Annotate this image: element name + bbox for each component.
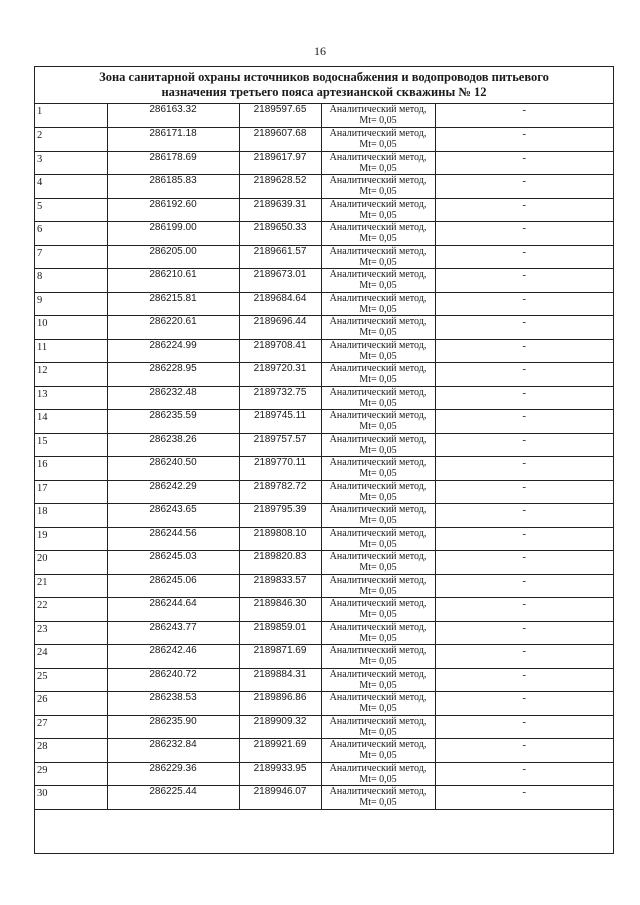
- page-number: 16: [314, 44, 326, 58]
- x-coordinate-cell: 286232.84: [107, 739, 239, 763]
- y-coordinate-cell: 2189757.57: [239, 433, 321, 457]
- point-number-cell: 22: [35, 598, 107, 622]
- method-accuracy: Mt= 0,05: [359, 209, 397, 221]
- x-coordinate-cell: 286244.64: [107, 598, 239, 622]
- method-cell: [321, 104, 435, 128]
- note-cell: -: [435, 715, 613, 739]
- note-cell: -: [435, 739, 613, 763]
- point-number-cell: 29: [35, 762, 107, 786]
- note-cell: -: [435, 175, 613, 199]
- note-cell: -: [435, 457, 613, 481]
- method-cell: [321, 574, 435, 598]
- x-coordinate-cell: 286235.59: [107, 410, 239, 434]
- y-coordinate-cell: 2189673.01: [239, 269, 321, 293]
- point-number-cell: 10: [35, 316, 107, 340]
- table-body: [35, 104, 613, 809]
- method-accuracy: Mt= 0,05: [359, 350, 397, 362]
- y-coordinate-cell: 2189708.41: [239, 339, 321, 363]
- method-name: Аналитический метод,: [329, 668, 427, 680]
- method-cell: [321, 292, 435, 316]
- method-accuracy: Mt= 0,05: [359, 444, 397, 456]
- y-coordinate-cell: 2189909.32: [239, 715, 321, 739]
- x-coordinate-cell: 286243.65: [107, 504, 239, 528]
- point-number-cell: 2: [35, 128, 107, 152]
- method-accuracy: Mt= 0,05: [359, 327, 397, 338]
- note-cell: -: [435, 504, 613, 528]
- method-name: Аналитический метод,: [329, 762, 427, 774]
- point-number-cell: 13: [35, 386, 107, 410]
- method-accuracy: Mt= 0,05: [359, 280, 397, 291]
- method-accuracy: Mt= 0,05: [359, 679, 397, 691]
- method-accuracy: Mt= 0,05: [359, 515, 397, 526]
- y-coordinate-cell: 2189770.11: [239, 457, 321, 481]
- y-coordinate-cell: 2189846.30: [239, 598, 321, 622]
- method-cell: [321, 551, 435, 575]
- y-coordinate-cell: 2189732.75: [239, 386, 321, 410]
- method-cell: [321, 245, 435, 269]
- table-row: [35, 574, 613, 598]
- method-cell: [321, 198, 435, 222]
- method-name: Аналитический метод,: [329, 175, 427, 186]
- method-accuracy: Mt= 0,05: [359, 538, 397, 550]
- method-cell: [321, 128, 435, 152]
- method-cell: [321, 269, 435, 293]
- note-cell: -: [435, 151, 613, 175]
- point-number-cell: 1: [35, 104, 107, 128]
- note-cell: -: [435, 480, 613, 504]
- note-cell: -: [435, 786, 613, 810]
- note-cell: -: [435, 104, 613, 128]
- method-name: Аналитический метод,: [329, 621, 427, 633]
- table-row: [35, 551, 613, 575]
- method-name: Аналитический метод,: [329, 527, 427, 539]
- method-accuracy: Mt= 0,05: [359, 491, 397, 503]
- method-name: Аналитический метод,: [329, 151, 427, 163]
- table-row: [35, 457, 613, 481]
- x-coordinate-cell: 286238.53: [107, 692, 239, 716]
- coordinates-grid: [35, 104, 613, 810]
- method-cell: [321, 621, 435, 645]
- table-row: [35, 739, 613, 763]
- y-coordinate-cell: 2189650.33: [239, 222, 321, 246]
- point-number-cell: 6: [35, 222, 107, 246]
- method-name: Аналитический метод,: [329, 433, 427, 445]
- method-accuracy: Mt= 0,05: [359, 303, 397, 315]
- y-coordinate-cell: 2189833.57: [239, 574, 321, 598]
- method-cell: [321, 151, 435, 175]
- x-coordinate-cell: 286199.00: [107, 222, 239, 246]
- table-row: [35, 504, 613, 528]
- method-name: Аналитический метод,: [329, 245, 427, 257]
- y-coordinate-cell: 2189696.44: [239, 316, 321, 340]
- method-name: Аналитический метод,: [329, 645, 427, 656]
- method-name: Аналитический метод,: [329, 339, 427, 351]
- method-cell: [321, 222, 435, 246]
- table-row: [35, 527, 613, 551]
- note-cell: -: [435, 668, 613, 692]
- y-coordinate-cell: 2189684.64: [239, 292, 321, 316]
- x-coordinate-cell: 286178.69: [107, 151, 239, 175]
- note-cell: -: [435, 551, 613, 575]
- x-coordinate-cell: 286185.83: [107, 175, 239, 199]
- note-cell: -: [435, 527, 613, 551]
- method-accuracy: Mt= 0,05: [359, 256, 397, 268]
- table-row: [35, 786, 613, 810]
- note-cell: -: [435, 598, 613, 622]
- y-coordinate-cell: 2189871.69: [239, 645, 321, 669]
- table-row: [35, 715, 613, 739]
- point-number-cell: 15: [35, 433, 107, 457]
- method-accuracy: Mt= 0,05: [359, 797, 397, 808]
- point-number-cell: 3: [35, 151, 107, 175]
- table-row: [35, 269, 613, 293]
- point-number-cell: 20: [35, 551, 107, 575]
- method-accuracy: Mt= 0,05: [359, 562, 397, 573]
- note-cell: -: [435, 339, 613, 363]
- table-row: [35, 104, 613, 128]
- point-number-cell: 25: [35, 668, 107, 692]
- table-row: [35, 175, 613, 199]
- method-name: Аналитический метод,: [329, 739, 427, 750]
- table-row: [35, 128, 613, 152]
- y-coordinate-cell: 2189896.86: [239, 692, 321, 716]
- y-coordinate-cell: 2189628.52: [239, 175, 321, 199]
- method-cell: [321, 386, 435, 410]
- y-coordinate-cell: 2189808.10: [239, 527, 321, 551]
- method-name: Аналитический метод,: [329, 504, 427, 515]
- note-cell: -: [435, 128, 613, 152]
- method-name: Аналитический метод,: [329, 128, 427, 139]
- table-row: [35, 433, 613, 457]
- method-accuracy: Mt= 0,05: [359, 397, 397, 409]
- method-cell: [321, 527, 435, 551]
- coordinates-table: [34, 66, 614, 854]
- point-number-cell: 16: [35, 457, 107, 481]
- method-cell: [321, 645, 435, 669]
- method-name: Аналитический метод,: [329, 269, 427, 280]
- y-coordinate-cell: 2189820.83: [239, 551, 321, 575]
- x-coordinate-cell: 286240.50: [107, 457, 239, 481]
- y-coordinate-cell: 2189639.31: [239, 198, 321, 222]
- x-coordinate-cell: 286244.56: [107, 527, 239, 551]
- method-name: Аналитический метод,: [329, 457, 427, 468]
- y-coordinate-cell: 2189946.07: [239, 786, 321, 810]
- table-row: [35, 386, 613, 410]
- table-title: Зона санитарной охраны источников водоснабжения и водопроводов питьевого назначения третьего пояса артезианской скважины № 12: [35, 67, 613, 104]
- note-cell: -: [435, 292, 613, 316]
- x-coordinate-cell: 286171.18: [107, 128, 239, 152]
- y-coordinate-cell: 2189720.31: [239, 363, 321, 387]
- note-cell: -: [435, 410, 613, 434]
- method-cell: [321, 480, 435, 504]
- method-name: Аналитический метод,: [329, 222, 427, 233]
- note-cell: -: [435, 198, 613, 222]
- method-accuracy: Mt= 0,05: [359, 233, 397, 244]
- table-row: [35, 198, 613, 222]
- note-cell: -: [435, 692, 613, 716]
- table-row: [35, 598, 613, 622]
- point-number-cell: 8: [35, 269, 107, 293]
- method-accuracy: Mt= 0,05: [359, 162, 397, 174]
- x-coordinate-cell: 286243.77: [107, 621, 239, 645]
- method-name: Аналитический метод,: [329, 574, 427, 586]
- x-coordinate-cell: 286229.36: [107, 762, 239, 786]
- note-cell: -: [435, 316, 613, 340]
- note-cell: -: [435, 762, 613, 786]
- y-coordinate-cell: 2189884.31: [239, 668, 321, 692]
- method-name: Аналитический метод,: [329, 386, 427, 398]
- x-coordinate-cell: 286224.99: [107, 339, 239, 363]
- method-accuracy: Mt= 0,05: [359, 421, 397, 432]
- method-name: Аналитический метод,: [329, 715, 427, 727]
- x-coordinate-cell: 286215.81: [107, 292, 239, 316]
- method-cell: [321, 504, 435, 528]
- method-accuracy: Mt= 0,05: [359, 468, 397, 479]
- table-row: [35, 292, 613, 316]
- note-cell: -: [435, 386, 613, 410]
- point-number-cell: 27: [35, 715, 107, 739]
- method-accuracy: Mt= 0,05: [359, 115, 397, 126]
- method-cell: [321, 316, 435, 340]
- table-row: [35, 339, 613, 363]
- table-row: [35, 363, 613, 387]
- method-name: Аналитический метод,: [329, 316, 427, 327]
- method-name: Аналитический метод,: [329, 480, 427, 492]
- y-coordinate-cell: 2189859.01: [239, 621, 321, 645]
- y-coordinate-cell: 2189782.72: [239, 480, 321, 504]
- method-cell: [321, 410, 435, 434]
- point-number-cell: 26: [35, 692, 107, 716]
- method-accuracy: Mt= 0,05: [359, 773, 397, 785]
- x-coordinate-cell: 286232.48: [107, 386, 239, 410]
- point-number-cell: 11: [35, 339, 107, 363]
- point-number-cell: 21: [35, 574, 107, 598]
- point-number-cell: 17: [35, 480, 107, 504]
- y-coordinate-cell: 2189921.69: [239, 739, 321, 763]
- note-cell: -: [435, 363, 613, 387]
- method-name: Аналитический метод,: [329, 410, 427, 421]
- note-cell: -: [435, 645, 613, 669]
- x-coordinate-cell: 286220.61: [107, 316, 239, 340]
- method-cell: [321, 668, 435, 692]
- x-coordinate-cell: 286238.26: [107, 433, 239, 457]
- x-coordinate-cell: 286245.06: [107, 574, 239, 598]
- table-row: [35, 410, 613, 434]
- point-number-cell: 9: [35, 292, 107, 316]
- x-coordinate-cell: 286163.32: [107, 104, 239, 128]
- method-accuracy: Mt= 0,05: [359, 726, 397, 738]
- y-coordinate-cell: 2189745.11: [239, 410, 321, 434]
- method-cell: [321, 433, 435, 457]
- table-row: [35, 480, 613, 504]
- method-accuracy: Mt= 0,05: [359, 656, 397, 667]
- table-row: [35, 668, 613, 692]
- method-accuracy: Mt= 0,05: [359, 374, 397, 385]
- method-accuracy: Mt= 0,05: [359, 139, 397, 150]
- point-number-cell: 12: [35, 363, 107, 387]
- note-cell: -: [435, 245, 613, 269]
- method-name: Аналитический метод,: [329, 692, 427, 703]
- x-coordinate-cell: 286228.95: [107, 363, 239, 387]
- table-row: [35, 245, 613, 269]
- point-number-cell: 7: [35, 245, 107, 269]
- method-name: Аналитический метод,: [329, 104, 427, 115]
- table-row: [35, 151, 613, 175]
- method-cell: [321, 762, 435, 786]
- point-number-cell: 30: [35, 786, 107, 810]
- x-coordinate-cell: 286225.44: [107, 786, 239, 810]
- x-coordinate-cell: 286245.03: [107, 551, 239, 575]
- point-number-cell: 28: [35, 739, 107, 763]
- x-coordinate-cell: 286242.46: [107, 645, 239, 669]
- method-cell: [321, 175, 435, 199]
- table-row: [35, 316, 613, 340]
- method-accuracy: Mt= 0,05: [359, 750, 397, 761]
- method-cell: [321, 339, 435, 363]
- method-cell: [321, 692, 435, 716]
- method-cell: [321, 363, 435, 387]
- y-coordinate-cell: 2189933.95: [239, 762, 321, 786]
- point-number-cell: 18: [35, 504, 107, 528]
- x-coordinate-cell: 286192.60: [107, 198, 239, 222]
- point-number-cell: 5: [35, 198, 107, 222]
- method-cell: [321, 786, 435, 810]
- method-name: Аналитический метод,: [329, 551, 427, 562]
- method-name: Аналитический метод,: [329, 786, 427, 797]
- x-coordinate-cell: 286210.61: [107, 269, 239, 293]
- method-accuracy: Mt= 0,05: [359, 585, 397, 597]
- point-number-cell: 19: [35, 527, 107, 551]
- method-cell: [321, 598, 435, 622]
- method-cell: [321, 715, 435, 739]
- note-cell: -: [435, 222, 613, 246]
- y-coordinate-cell: 2189607.68: [239, 128, 321, 152]
- note-cell: -: [435, 574, 613, 598]
- point-number-cell: 23: [35, 621, 107, 645]
- point-number-cell: 4: [35, 175, 107, 199]
- y-coordinate-cell: 2189661.57: [239, 245, 321, 269]
- method-name: Аналитический метод,: [329, 363, 427, 374]
- method-name: Аналитический метод,: [329, 292, 427, 304]
- table-row: [35, 222, 613, 246]
- method-accuracy: Mt= 0,05: [359, 609, 397, 620]
- point-number-cell: 24: [35, 645, 107, 669]
- point-number-cell: 14: [35, 410, 107, 434]
- y-coordinate-cell: 2189597.65: [239, 104, 321, 128]
- table-row: [35, 692, 613, 716]
- method-cell: [321, 739, 435, 763]
- x-coordinate-cell: 286242.29: [107, 480, 239, 504]
- note-cell: -: [435, 433, 613, 457]
- x-coordinate-cell: 286240.72: [107, 668, 239, 692]
- method-name: Аналитический метод,: [329, 598, 427, 609]
- table-row: [35, 621, 613, 645]
- note-cell: -: [435, 621, 613, 645]
- note-cell: -: [435, 269, 613, 293]
- method-accuracy: Mt= 0,05: [359, 703, 397, 714]
- y-coordinate-cell: 2189617.97: [239, 151, 321, 175]
- x-coordinate-cell: 286205.00: [107, 245, 239, 269]
- table-row: [35, 762, 613, 786]
- table-row: [35, 645, 613, 669]
- method-name: Аналитический метод,: [329, 198, 427, 210]
- y-coordinate-cell: 2189795.39: [239, 504, 321, 528]
- x-coordinate-cell: 286235.90: [107, 715, 239, 739]
- method-accuracy: Mt= 0,05: [359, 632, 397, 644]
- method-cell: [321, 457, 435, 481]
- method-accuracy: Mt= 0,05: [359, 186, 397, 197]
